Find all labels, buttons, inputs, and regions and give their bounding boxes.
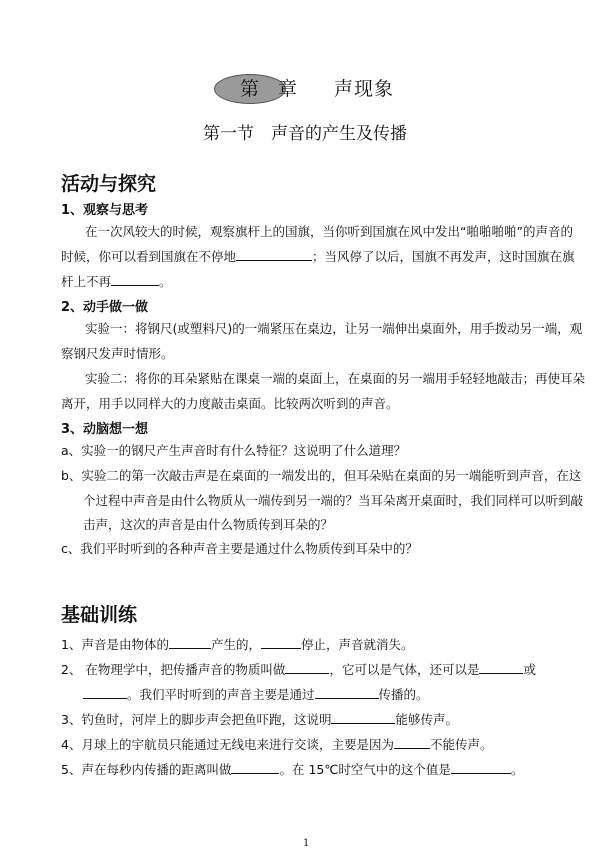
part1-heading: 1、观察与思考: [61, 203, 149, 218]
part3-heading: 3、动脑想一想: [61, 422, 149, 437]
part2-heading: 2、动手做一做: [61, 300, 149, 315]
exp2-line2: 离开，用手以同样大的力度敲击桌面。比较两次听到的声音。: [61, 396, 399, 411]
exercise-2-text-d: 。我们平时听到的声音主要是通过: [127, 687, 315, 702]
exercise-4-text-a: 4、月球上的宇航员只能通过无线电来进行交谈，主要是因为: [61, 737, 394, 752]
exercise-1-text-b: 产生的，: [210, 637, 261, 652]
part1-line3-text-b: 。: [159, 274, 172, 289]
chapter-word-1: 第: [240, 78, 260, 100]
answer-blank: [394, 736, 430, 749]
question-b-line3: 击声，这次的声音是由什么物质传到耳朵的？: [83, 517, 334, 532]
page-number: 1: [303, 838, 310, 849]
question-c: c、我们平时听到的各种声音主要是通过什么物质传到耳朵中的？: [61, 541, 418, 556]
part1-line3-text-a: 杆上不再: [61, 274, 112, 289]
exercise-5: [61, 760, 523, 778]
answer-blank: [451, 761, 511, 774]
answer-blank: [169, 636, 211, 649]
answer-blank: [315, 686, 379, 699]
part1-line3: [61, 272, 172, 290]
exercise-2-text-e: 传播的。: [378, 687, 429, 702]
exercise-2-line1: [61, 660, 536, 678]
answer-blank: [331, 711, 395, 724]
answer-blank: [479, 661, 523, 674]
section-title: 第一节 声音的产生及传播: [203, 124, 407, 144]
answer-blank: [111, 273, 159, 286]
exp1-line1: 实验一：将钢尺(或塑料尺)的一端紧压在桌边，让另一端伸出桌面外，用手拨动另一端，观: [85, 321, 583, 336]
exercise-4-text-b: 不能传声。: [429, 737, 493, 752]
exercise-4: [61, 735, 492, 753]
exercise-2-line2: [83, 685, 429, 703]
exercise-2-text-a: 2、 在物理学中，把传播声音的物质叫做: [61, 662, 286, 677]
answer-blank: [236, 248, 312, 261]
exercise-1-text-c: 停止，声音就消失。: [300, 637, 414, 652]
exercise-2-text-b: ，它可以是气体，还可以是: [329, 662, 480, 677]
chapter-word-2: 章: [278, 78, 298, 100]
exercise-5-text-a: 5、声在每秒内传播的距离叫做: [61, 762, 232, 777]
chapter-header: [214, 70, 434, 104]
exercise-1-text-a: 1、声音是由物体的: [61, 637, 169, 652]
part1-line2-text-a: 时候，你可以看到国旗在不停地: [61, 249, 237, 264]
part1-line2: [61, 247, 575, 265]
exercise-2-text-c: 或: [523, 662, 536, 677]
activity-heading: 活动与探究: [61, 173, 157, 195]
question-b-line1: b、实验二的第一次敲击声是在桌面的一端发出的，但耳朵贴在桌面的另一端能听到声音，在这: [61, 468, 582, 483]
question-a: a、实验一的钢尺产生声音时有什么特征？这说明了什么道理？: [61, 443, 407, 458]
answer-blank: [231, 761, 279, 774]
exercise-3-text-a: 3、钓鱼时，河岸上的脚步声会把鱼吓跑，这说明: [61, 712, 332, 727]
question-b-line2: 个过程中声音是由什么物质从一端传到另一端的？当耳朵离开桌面时，我们同样可以听到敲: [83, 493, 584, 508]
exercise-5-text-c: 。: [510, 762, 524, 777]
answer-blank: [285, 661, 329, 674]
part1-line2-text-b: ；当风停了以后，国旗不再发声，这时国旗在旗: [312, 249, 575, 264]
exercise-1: [61, 635, 414, 653]
exercise-3-text-b: 能够传声。: [395, 712, 458, 727]
exercise-5-text-b: 。在 15℃时空气中的这个值是: [279, 762, 451, 777]
answer-blank: [83, 686, 127, 699]
exp1-line2: 察钢尺发声时情形。: [61, 346, 174, 361]
chapter-title: 声现象: [334, 78, 395, 100]
exp2-line1: 实验二：将你的耳朵紧贴在课桌一端的桌面上，在桌面的另一端用手轻轻地敲击；再使耳朵: [85, 371, 586, 386]
part1-line1: 在一次风较大的时候，观察旗杆上的国旗，当你听到国旗在风中发出“啪啪啪啪”的声音的: [85, 224, 573, 239]
exercise-3: [61, 710, 458, 728]
answer-blank: [261, 636, 301, 649]
basic-heading: 基础训练: [61, 604, 138, 626]
